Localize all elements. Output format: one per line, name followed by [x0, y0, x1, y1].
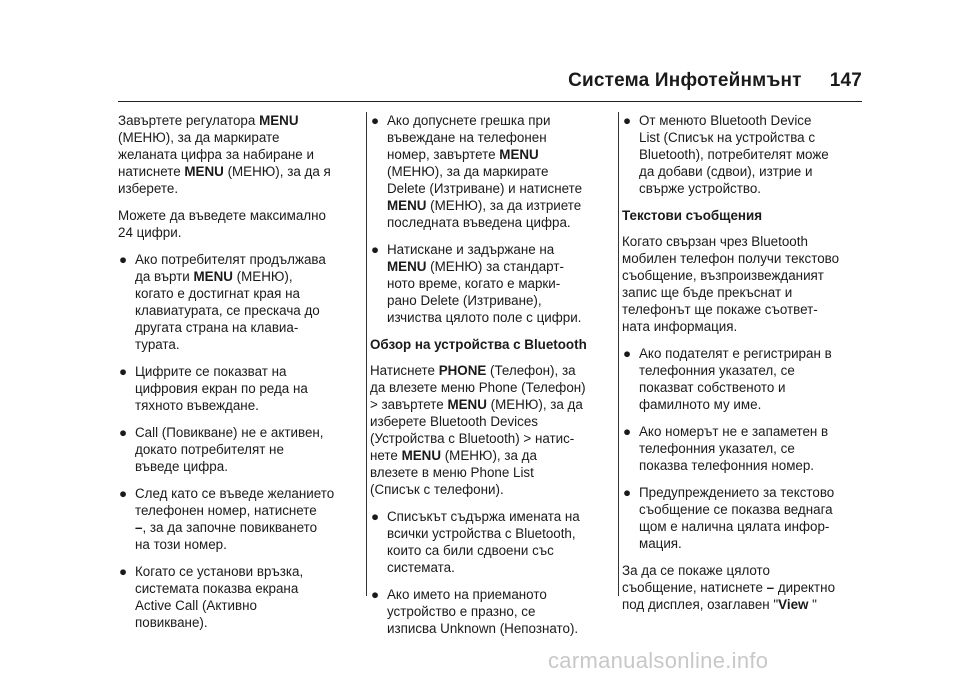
bullet-item — [370, 586, 604, 637]
bullet-item — [622, 345, 856, 413]
bullet-text: От менюто Bluetooth Device List (Списък на устройства с Bluetooth), потребителят може да добави (сдвои), изтрие и свърже устройство. — [639, 113, 829, 196]
paragraph: Когато свързан чрез Bluetooth мобилен телефон получи текстово съобщение, възпроизвежданият запис ще бъде прекъснат и телефонът ще покаже съответ- ната информация. — [622, 234, 840, 334]
column-divider — [618, 112, 619, 596]
bullet-text: Списъкът съдържа имената на всички устройства с Bluetooth, които са били сдвоени със системата. — [387, 509, 580, 575]
bullet-text: Ако името на приеманото устройство е празно, се изписва Unknown (Непознато). — [387, 587, 579, 636]
column-3 — [622, 112, 856, 623]
bullet-item — [370, 241, 604, 326]
bullet-icon: ● — [371, 587, 380, 602]
bullet-item — [118, 563, 352, 631]
watermark: carmanualsonline.info — [548, 648, 769, 673]
bold-term: – — [766, 580, 775, 595]
bullet-text: Цифрите се показват на цифровия екран по реда на тяхното въвеждане. — [135, 364, 308, 413]
paragraph: За да се покаже цялото съобщение, натиснете – директно под дисплея, озаглавен "View " — [622, 563, 836, 612]
bullet-text: Предупреждението за текстово съобщение се показва веднага щом е налична цялата инфор- мация. — [639, 485, 835, 551]
section-heading: Текстови съобщения — [622, 208, 763, 223]
bold-term: MENU — [387, 198, 427, 213]
bold-term: View — [778, 597, 809, 612]
bold-term: MENU — [387, 259, 427, 274]
section-title: Система Инфотейнмънт — [568, 70, 802, 91]
bullet-text: След като се въведе желанието телефонен номер, натиснете –, за да започне повикването на този номер. — [135, 486, 335, 552]
bullet-item — [370, 112, 604, 231]
bullet-text: Ако потребителят продължава да върти MENU (МЕНЮ), когато е достигнат края на клавиатурата, се прескача до другата страна на клавиа- турата. — [135, 252, 326, 352]
bullet-item — [118, 251, 352, 353]
page-number: 147 — [829, 70, 862, 91]
bullet-icon: ● — [119, 252, 128, 267]
bullet-text: Ако номерът не е запаметен в телефонния указател, се показва телефонния номер. — [639, 424, 829, 473]
page-header — [568, 70, 862, 92]
bullet-icon: ● — [623, 113, 632, 128]
bullet-item — [622, 423, 856, 474]
bold-term: PHONE — [438, 363, 487, 378]
bold-term: MENU — [447, 397, 487, 412]
bullet-icon: ● — [371, 113, 380, 128]
bullet-item — [622, 484, 856, 552]
bullet-text: Натискане и задържане на MENU (МЕНЮ) за стандарт- ното време, когато е марки- рано Delete (Изтриване), изчиства цялото поле с цифри. — [387, 242, 582, 325]
bold-term: MENU — [259, 113, 299, 128]
bold-term: MENU — [193, 269, 233, 284]
bold-term: MENU — [184, 164, 224, 179]
bullet-icon: ● — [371, 242, 380, 257]
bullet-icon: ● — [623, 424, 632, 439]
bullet-icon: ● — [119, 425, 128, 440]
bullet-icon: ● — [119, 364, 128, 379]
bullet-icon: ● — [371, 509, 380, 524]
bullet-item — [118, 424, 352, 475]
bold-term: MENU — [499, 147, 539, 162]
bullet-item — [622, 112, 856, 197]
section-heading: Обзор на устройства с Bluetooth — [370, 337, 587, 352]
bold-term: MENU — [401, 448, 441, 463]
bullet-text: Когато се установи връзка, системата показва екрана Active Call (Активно повикване). — [135, 564, 304, 630]
paragraph: Можете да въведете максимално 24 цифри. — [118, 208, 326, 240]
column-divider — [366, 112, 367, 596]
bullet-text: Ако подателят е регистриран в телефонния указател, се показват собственото и фамилното му име. — [639, 346, 832, 412]
bold-term: – — [135, 520, 143, 535]
bullet-icon: ● — [119, 564, 128, 579]
column-2 — [370, 112, 604, 647]
bullet-text: Call (Повикване) не е активен, докато потребителят не въведе цифра. — [135, 425, 324, 474]
paragraph: Завъртете регулатора MENU (МЕНЮ), за да маркирате желаната цифра за набиране и натиснете MENU (МЕНЮ), за да я изберете. — [118, 113, 331, 196]
bullet-item — [118, 485, 352, 553]
paragraph: Натиснете PHONE (Телефон), за да влезете меню Phone (Телефон) > завъртете MENU (МЕНЮ), за да изберете Bluetooth Devices (Устройства с Bluetooth) > натис- нете MENU (МЕНЮ), за да влезете в меню Phone List (Списък с телефони). — [370, 363, 586, 497]
bullet-item — [370, 508, 604, 576]
column-1 — [118, 112, 352, 641]
bullet-icon: ● — [623, 485, 632, 500]
bullet-icon: ● — [623, 346, 632, 361]
bullet-text: Ако допуснете грешка при въвеждане на телефонен номер, завъртете MENU (МЕНЮ), за да маркирате Delete (Изтриване) и натиснете MENU (МЕНЮ), за да изтриете последната въведена цифра. — [387, 113, 583, 230]
bullet-item — [118, 363, 352, 414]
bullet-icon: ● — [119, 486, 128, 501]
header-rule — [118, 101, 862, 102]
